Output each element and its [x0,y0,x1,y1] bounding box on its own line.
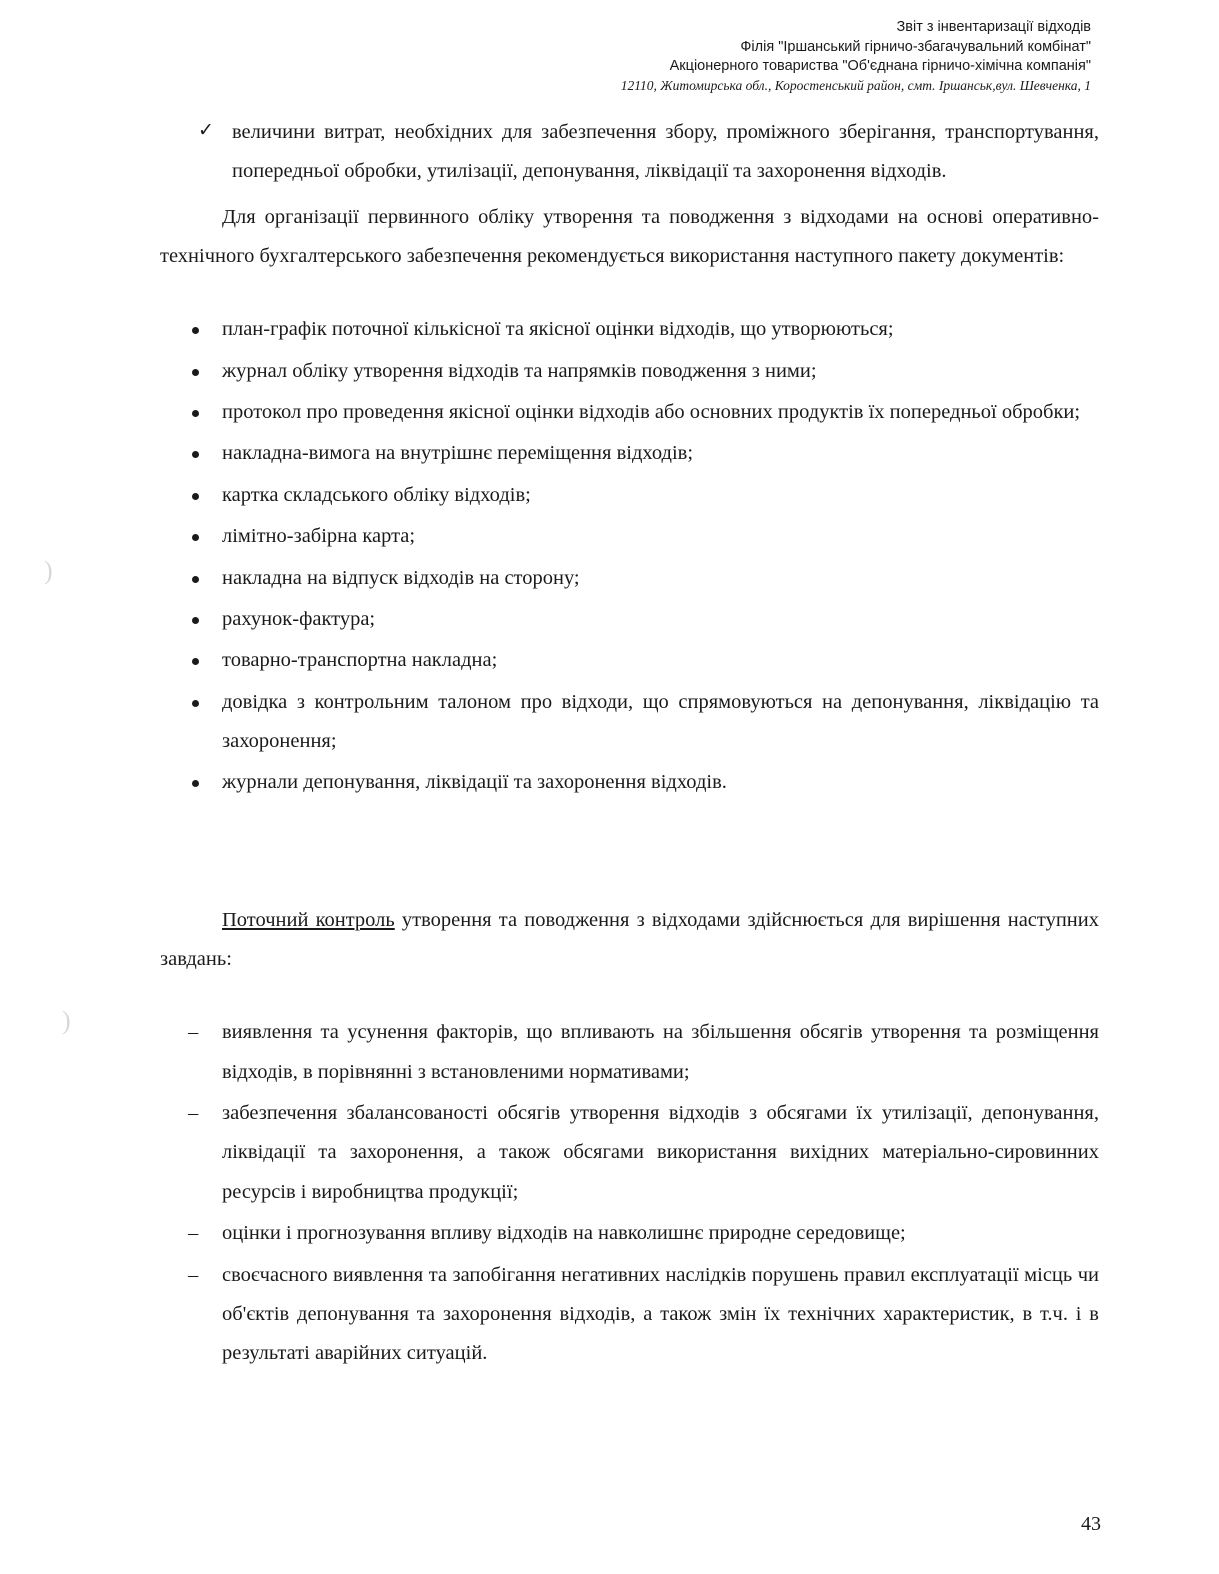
bullet-icon [192,641,222,665]
list-item-label: журнал обліку утворення відходів та напрямків поводження з ними; [222,359,817,382]
bullet-icon [192,559,222,583]
list-item [160,352,1099,391]
list-item [160,1214,1099,1253]
bullet-icon [192,476,222,500]
header-address: 12110, Житомирська обл., Коростенський район, смт. Іршанськ,вул. Шевченка, 1 [620,77,1091,93]
list-item-label: протокол про проведення якісної оцінки відходів або основних продуктів їх попередньої обробки; [222,401,1081,424]
bullet-icon [192,310,222,334]
list-item [160,393,1099,432]
list-item-label: план-графік поточної кількісної та якісної оцінки відходів, що утворюються; [222,318,894,341]
checkmark-list-item [160,113,1099,192]
paragraph-underlined-term: Поточний контроль [222,908,395,931]
list-item [160,559,1099,598]
paragraph-current-control [160,901,1099,980]
check-icon: ✓ [198,119,214,141]
list-item-label: рахунок-фактура; [222,607,376,630]
document-header [160,18,1099,95]
list-item-label: виявлення та усунення факторів, що впливають на збільшення обсягів утворення та розміщення відходів, в порівнянні з встановленими нормативами; [222,1021,1099,1083]
dash-icon: – [188,1021,199,1044]
header-company-name: Акціонерного товариства "Об'єднана гірничо-хімічна компанія" [669,58,1091,75]
page-number: 43 [1081,1513,1101,1535]
list-item-label: лімітно-забірна карта; [222,525,416,548]
list-item-label: журнали депонування, ліквідації та захоронення відходів. [222,771,727,794]
list-item [160,1013,1099,1092]
scan-artifact: ) [44,556,53,585]
list-item-label: накладна-вимога на внутрішнє переміщення відходів; [222,442,694,465]
bullet-icon [192,683,222,707]
list-item [160,600,1099,639]
list-item-label: товарно-транспортна накладна; [222,649,498,672]
bullet-icon [192,393,222,417]
list-item [160,517,1099,556]
bullet-icon [192,600,222,624]
list-item [160,641,1099,680]
dash-icon: – [188,1263,199,1286]
checkmark-item-text: величини витрат, необхідних для забезпечення збору, проміжного зберігання, транспортування, попередньої обробки, утилізації, депонування, ліквідації та захоронення відходів. [232,120,1099,183]
list-item-label: накладна на відпуск відходів на сторону; [222,566,580,589]
bullet-icon [192,434,222,458]
list-item [160,434,1099,473]
bullet-icon [192,763,222,787]
list-item [160,476,1099,515]
list-item [160,763,1099,802]
paragraph-current-control-text: утворення та поводження з відходами здійснюється для вирішення наступних завдань: [160,908,1099,971]
list-item [160,1094,1099,1212]
bullet-icon [192,517,222,541]
scan-artifact: ) [62,1006,71,1035]
paragraph-intro: Для організації первинного обліку утворення та поводження з відходами на основі оперативно-технічного бухгалтерського забезпечення рекомендується використання наступного пакету документів: [160,205,1099,267]
document-list [160,310,1099,802]
list-item-label: картка складського обліку відходів; [222,483,531,506]
list-item-label: оцінки і прогнозування впливу відходів на навколишнє природне середовище; [222,1222,906,1245]
document-body [160,113,1099,1374]
document-dash-list [160,1013,1099,1373]
dash-icon: – [188,1222,199,1245]
list-item-label: забезпечення збалансованості обсягів утворення відходів з обсягами їх утилізації, депонування, ліквідації та захоронення, а також обсягами використання вихідних матеріально-сировинних ресурсів і виробництва продукції; [222,1102,1099,1203]
list-item [160,683,1099,762]
header-report-title: Звіт з інвентаризації відходів [896,19,1091,35]
bullet-icon [192,352,222,376]
header-branch-name: Філія "Іршанський гірничо-збагачувальний комбінат" [740,38,1091,55]
dash-icon: – [188,1102,199,1125]
list-item-label: своєчасного виявлення та запобігання негативних наслідків порушень правил експлуатації місць чи об'єктів депонування та захоронення відходів, а також змін їх технічних характеристик, в т.ч. і в результаті аварійних ситуацій. [222,1263,1099,1365]
list-item [160,310,1099,349]
list-item [160,1256,1099,1374]
list-item-label: довідка з контрольним талоном про відходи, що спрямовуються на депонування, ліквідацію та захоронення; [222,690,1099,752]
